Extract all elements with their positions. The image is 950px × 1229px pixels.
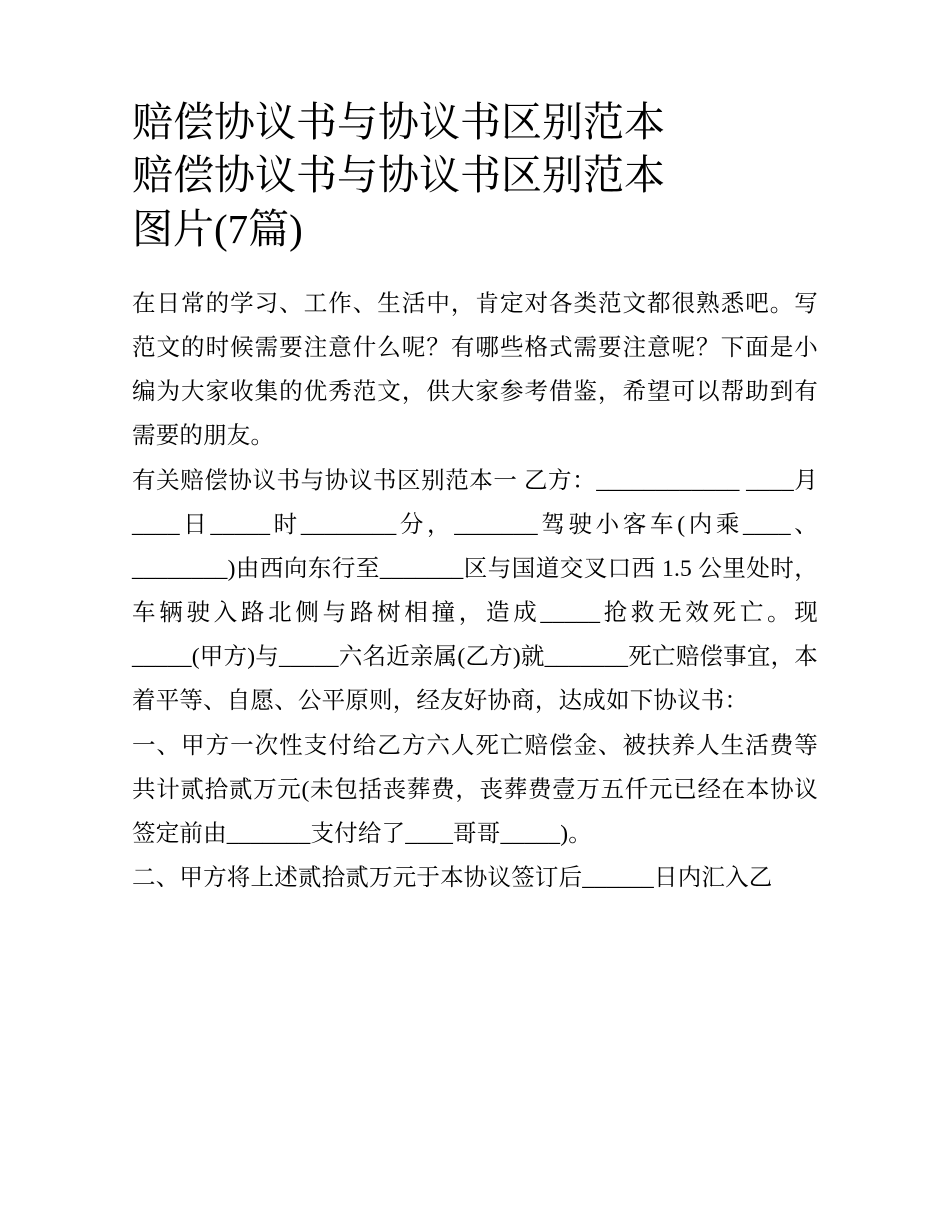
intro-paragraph: 在日常的学习、工作、生活中，肯定对各类范文都很熟悉吧。写范文的时候需要注意什么呢？有哪些格式需要注意呢？下面是小编为大家收集的优秀范文，供大家参考借鉴，希望可以帮助到有需要的朋友。 — [132, 290, 818, 450]
page-title-line-3: 图片(7篇) — [132, 205, 303, 252]
clause-one-paragraph: 一、甲方一次性支付给乙方六人死亡赔偿金、被扶养人生活费等共计贰拾贰万元(未包括丧葬费，丧葬费壹万五仟元已经在本协议签定前由_______支付给了____哥哥_____)。 — [132, 732, 818, 847]
page-title-line-1: 赔偿协议书与协议书区别范本 — [132, 99, 665, 145]
page-title — [132, 96, 818, 256]
page-title-line-2: 赔偿协议书与协议书区别范本 — [132, 152, 665, 199]
clause-two-paragraph: 二、甲方将上述贰拾贰万元于本协议签订后______日内汇入乙 — [132, 865, 773, 892]
agreement-preamble-paragraph: 有关赔偿协议书与协议书区别范本一 乙方：____________ ____月____日_____时________分，_______驾驶小客车(内乘____、________)由西向东行至_______区与国道交叉口西 1.5 公里处时，车辆驶入路北侧与路树相撞，造成_____抢救无效死亡。现_____(甲方)与_____六名近亲属(乙方)就_______死亡赔偿事宜，本着平等、自愿、公平原则，经友好协商，达成如下协议书： — [132, 467, 818, 715]
